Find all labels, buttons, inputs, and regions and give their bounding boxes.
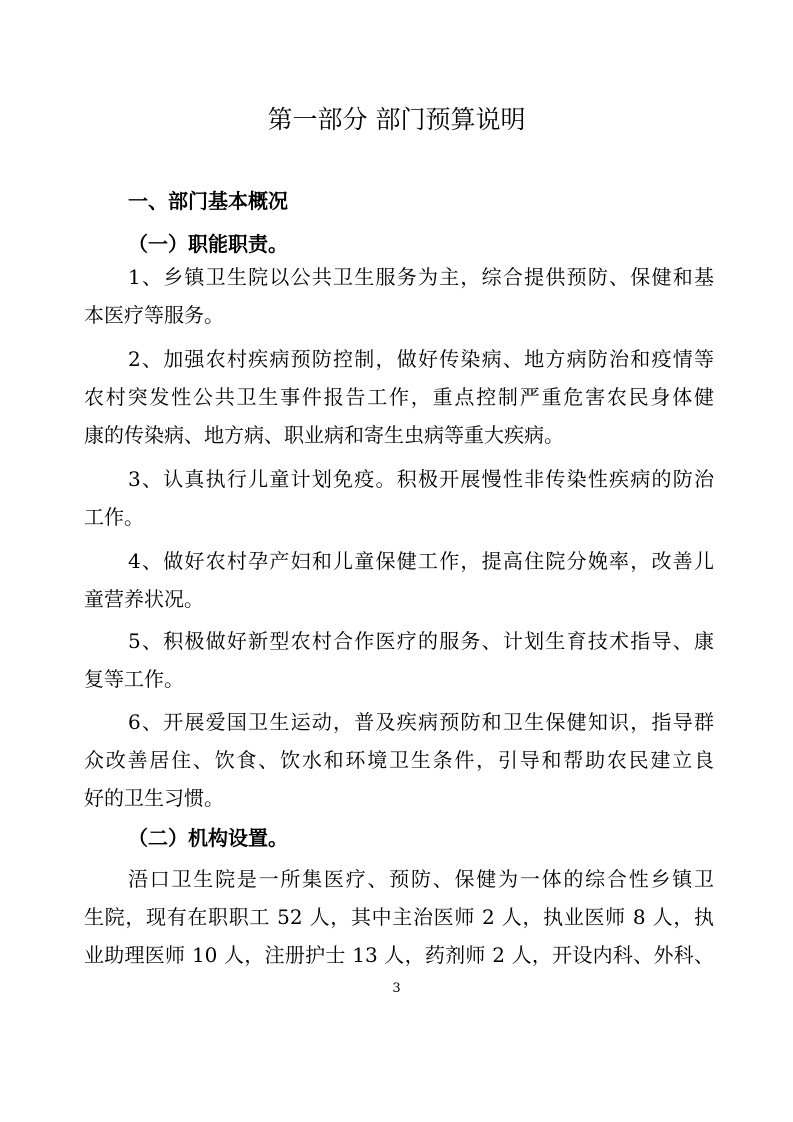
subsection-heading-duties: （一）职能职责。 — [128, 232, 288, 256]
page-number: 3 — [392, 981, 401, 996]
paragraph-line: 1、乡镇卫生院以公共卫生服务为主，综合提供预防、保健和基 — [128, 265, 714, 289]
paragraph-line: 农村突发性公共卫生事件报告工作，重点控制严重危害农民身体健 — [84, 385, 714, 409]
paragraph-line: 6、开展爱国卫生运动，普及疾病预防和卫生保健知识，指导群 — [128, 710, 714, 734]
paragraph-line: 众改善居住、饮食、饮水和环境卫生条件，引导和帮助农民建立良 — [84, 748, 714, 772]
subsection-heading-organization: （二）机构设置。 — [128, 826, 288, 850]
paragraph-duty-1 — [84, 258, 714, 334]
paragraph-line: 5、积极做好新型农村合作医疗的服务、计划生育技术指导、康 — [128, 629, 714, 653]
paragraph-line: 康的传染病、地方病、职业病和寄生虫病等重大疾病。 — [84, 423, 564, 447]
paragraph-duty-3 — [84, 460, 714, 536]
paragraph-line: 工作。 — [84, 505, 144, 529]
paragraph-line: 2、加强农村疾病预防控制，做好传染病、地方病防治和疫情等 — [128, 347, 714, 371]
paragraph-duty-2 — [84, 340, 714, 454]
paragraph-line: 4、做好农村孕产妇和儿童保健工作，提高住院分娩率，改善儿 — [128, 549, 714, 573]
paragraph-line: 本医疗等服务。 — [84, 303, 224, 327]
paragraph-duty-6 — [84, 703, 714, 817]
paragraph-line: 业助理医师 10 人，注册护士 13 人，药剂师 2 人，开设内科、外科、 — [84, 943, 714, 967]
paragraph-line: 生院，现有在职职工 52 人，其中主治医师 2 人，执业医师 8 人，执 — [84, 905, 714, 929]
paragraph-line: 复等工作。 — [84, 667, 184, 691]
page-title: 第一部分 部门预算说明 — [267, 105, 526, 134]
paragraph-line: 浯口卫生院是一所集医疗、预防、保健为一体的综合性乡镇卫 — [128, 867, 714, 891]
paragraph-line: 3、认真执行儿童计划免疫。积极开展慢性非传染性疾病的防治 — [128, 467, 714, 491]
section-heading-overview: 一、部门基本概况 — [128, 189, 288, 213]
paragraph-organization — [84, 860, 714, 974]
paragraph-line: 好的卫生习惯。 — [84, 786, 224, 810]
paragraph-duty-4 — [84, 542, 714, 618]
paragraph-duty-5 — [84, 622, 714, 698]
paragraph-line: 童营养状况。 — [84, 587, 204, 611]
